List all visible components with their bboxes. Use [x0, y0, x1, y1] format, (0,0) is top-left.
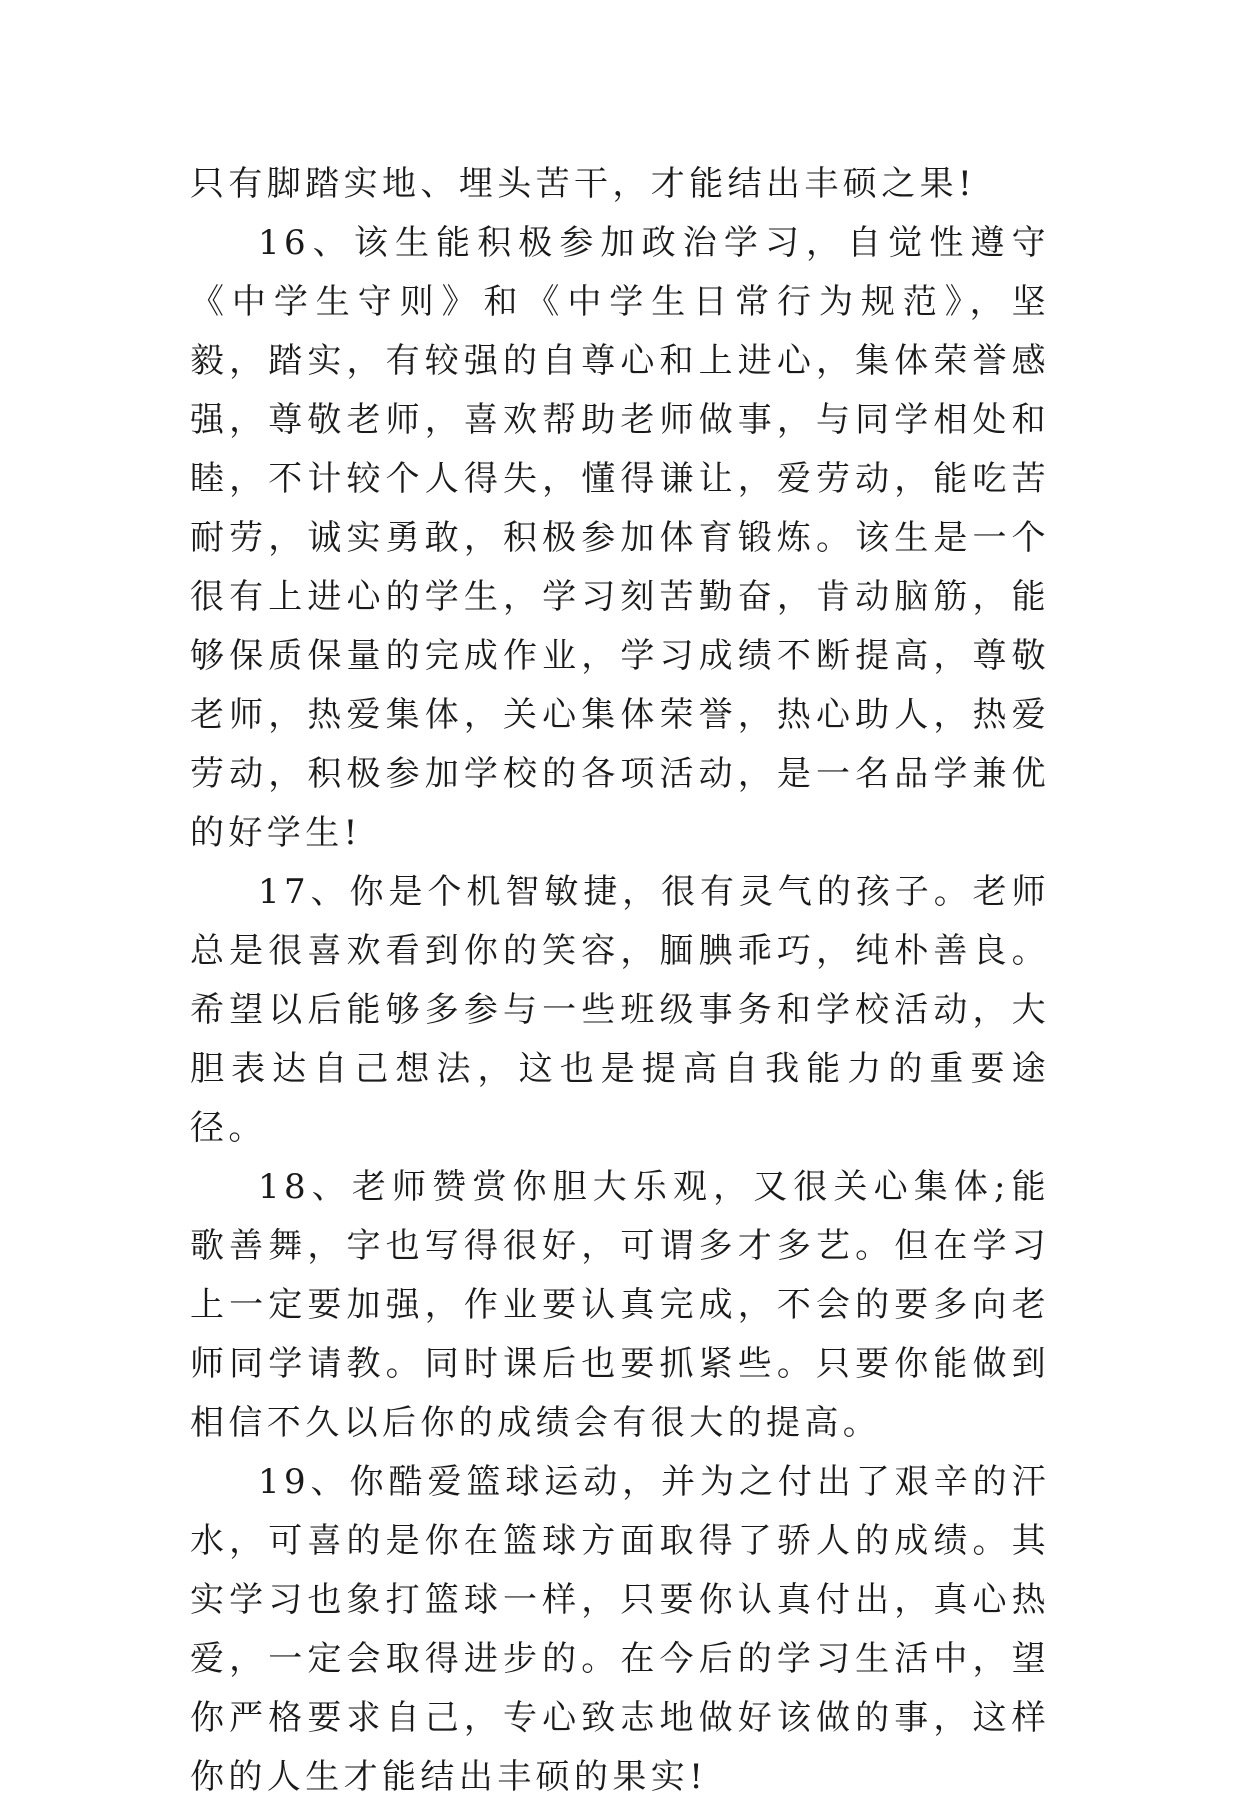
paragraph-comment-17: 17、你是个机智敏捷，很有灵气的孩子。老师总是很喜欢看到你的笑容，腼腆乖巧，纯朴善良。希望以后能够多参与一些班级事务和学校活动，大胆表达自己想法，这也是提高自我能力的重要途径。 — [190, 872, 1050, 1148]
paragraph-comment-19: 19、你酷爱篮球运动，并为之付出了艰辛的汗水，可喜的是你在篮球方面取得了骄人的成绩。其实学习也象打篮球一样，只要你认真付出，真心热爱，一定会取得进步的。在今后的学习生活中，望你严格要求自己，专心致志地做好该做的事，这样你的人生才能结出丰硕的果实! — [190, 1462, 1050, 1797]
paragraph-comment-16: 16、该生能积极参加政治学习，自觉性遵守《中学生守则》和《中学生日常行为规范》，坚毅，踏实，有较强的自尊心和上进心，集体荣誉感强，尊敬老师，喜欢帮助老师做事，与同学相处和睦，不计较个人得失，懂得谦让，爱劳动，能吃苦耐劳，诚实勇敢，积极参加体育锻炼。该生是一个很有上进心的学生，学习刻苦勤奋，肯动脑筋，能够保质保量的完成作业，学习成绩不断提高，尊敬老师，热爱集体，关心集体荣誉，热心助人，热爱劳动，积极参加学校的各项活动，是一名品学兼优的好学生! — [190, 223, 1050, 853]
document-body — [190, 155, 1050, 1807]
paragraph-comment-18: 18、老师赞赏你胆大乐观，又很关心集体;能歌善舞，字也写得很好，可谓多才多艺。但在学习上一定要加强，作业要认真完成，不会的要多向老师同学请教。同时课后也要抓紧些。只要你能做到相信不久以后你的成绩会有很大的提高。 — [190, 1167, 1050, 1443]
paragraph-continuation: 只有脚踏实地、埋头苦干，才能结出丰硕之果! — [190, 164, 977, 204]
